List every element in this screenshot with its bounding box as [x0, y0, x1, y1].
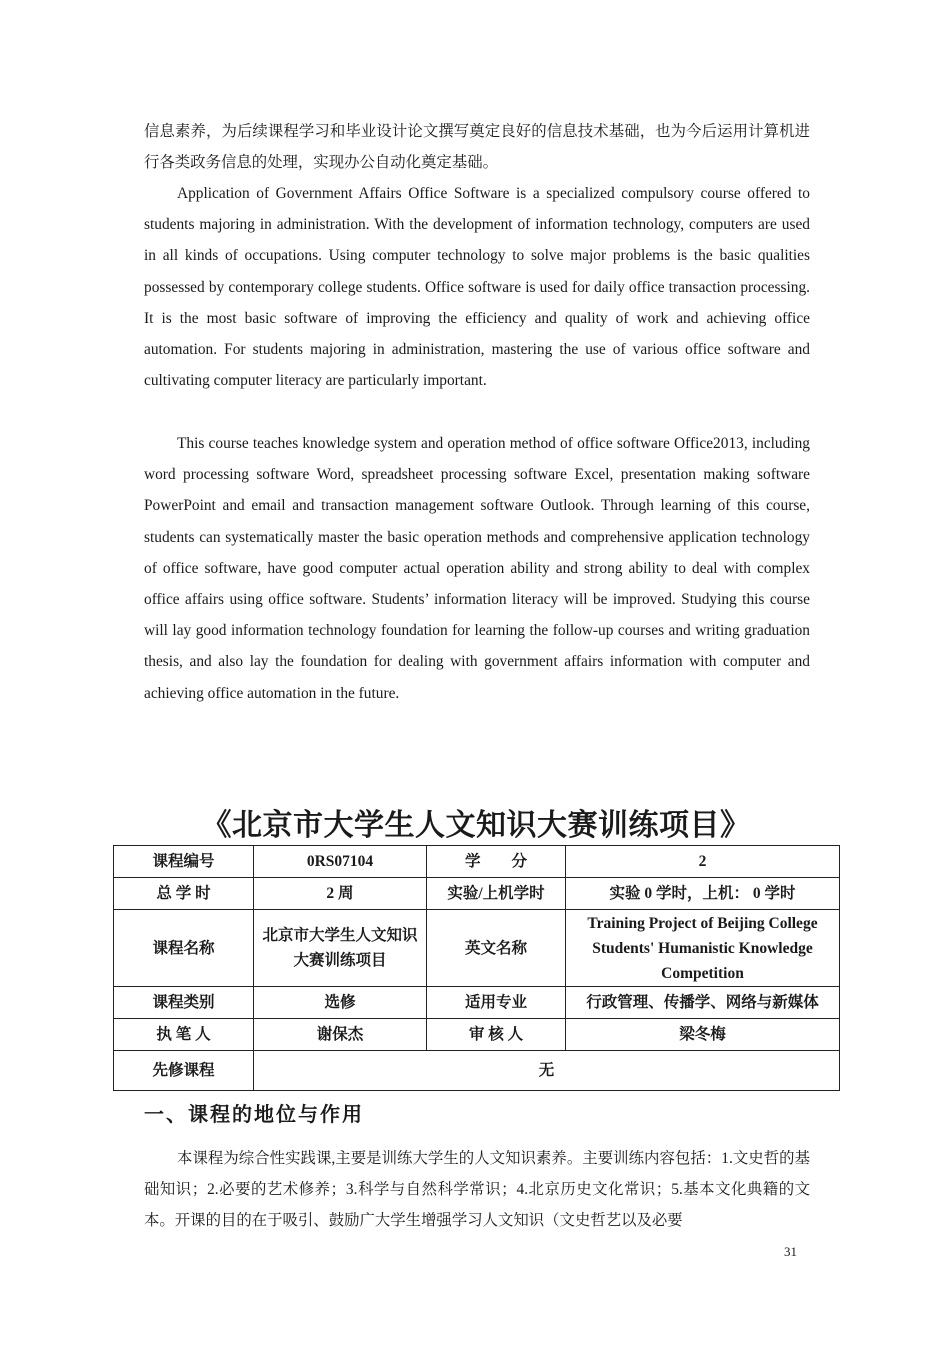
course-code-value: 0RS07104 — [254, 846, 427, 878]
table-row — [114, 1019, 840, 1051]
course-name-label: 课程名称 — [114, 910, 254, 987]
reviewer-label: 审 核 人 — [427, 1019, 566, 1051]
table-row — [114, 987, 840, 1019]
lab-hours-value: 实验 0 学时，上机： 0 学时 — [566, 878, 840, 910]
course-code-label: 课程编号 — [114, 846, 254, 878]
paragraph-english-2: This course teaches knowledge system and operation method of office software Office2013, including word processing software Word, spreadsheet processing software Excel, presentation making software PowerPoint and email and transaction management software Outlook. Through learning of this course, students can systematically master the basic operation methods and comprehensive application technology of office software, have good computer actual operation ability and strong ability to deal with complex office affairs using office software. Students’ information literacy will be improved. Studying this course will lay good information technology foundation for learning the follow-up courses and writing graduation thesis, and also lay the foundation for dealing with government affairs information with computer and achieving office automation in the future. — [144, 435, 810, 702]
prerequisite-label: 先修课程 — [114, 1051, 254, 1091]
section-paragraph: 本课程为综合性实践课,主要是训练大学生的人文知识素养。主要训练内容包括：1.文史哲的基础知识；2.必要的艺术修养；3.科学与自然科学常识；4.北京历史文化常识；5.基本文化典籍的文本。开课的目的在于吸引、鼓励广大学生增强学习人文知识（文史哲艺以及必要 — [144, 1150, 810, 1230]
credit-label: 学 分 — [427, 846, 566, 878]
course-type-value: 选修 — [254, 987, 427, 1019]
author-label: 执 笔 人 — [114, 1019, 254, 1051]
lab-hours-label: 实验/上机学时 — [427, 878, 566, 910]
total-hours-label: 总 学 时 — [114, 878, 254, 910]
total-hours-value: 2 周 — [254, 878, 427, 910]
course-name-value: 北京市大学生人文知识大赛训练项目 — [254, 910, 427, 987]
major-value: 行政管理、传播学、网络与新媒体 — [566, 987, 840, 1019]
course-type-label: 课程类别 — [114, 987, 254, 1019]
course-info-table — [113, 845, 840, 1091]
major-label: 适用专业 — [427, 987, 566, 1019]
page-number: 31 — [784, 1244, 797, 1259]
table-row — [114, 910, 840, 987]
english-name-label: 英文名称 — [427, 910, 566, 987]
prerequisite-value: 无 — [254, 1051, 840, 1091]
reviewer-value: 梁冬梅 — [566, 1019, 840, 1051]
author-value: 谢保杰 — [254, 1019, 427, 1051]
table-row — [114, 878, 840, 910]
paragraph-english-1: Application of Government Affairs Office Software is a specialized compulsory course offered to students majoring in administration. With the development of information technology, computers are used in all kinds of occupations. Using computer technology to solve major problems is the basic qualities possessed by contemporary college students. Office software is used for daily office transaction processing. It is the most basic software of improving the efficiency and quality of work and achieving office automation. For students majoring in administration, mastering the use of various office software and cultivating computer literacy are particularly important. — [144, 185, 810, 390]
table-row — [114, 846, 840, 878]
credit-value: 2 — [566, 846, 840, 878]
table-row — [114, 1051, 840, 1091]
paragraph-chinese-intro: 信息素养，为后续课程学习和毕业设计论文撰写奠定良好的信息技术基础，也为今后运用计算机进行各类政务信息的处理，实现办公自动化奠定基础。 — [144, 123, 810, 172]
course-title: 《北京市大学生人文知识大赛训练项目》 — [201, 809, 751, 842]
english-name-value: Training Project of Beijing College Students' Humanistic Knowledge Competition — [566, 910, 840, 987]
section-heading: 一、课程的地位与作用 — [144, 1104, 364, 1126]
